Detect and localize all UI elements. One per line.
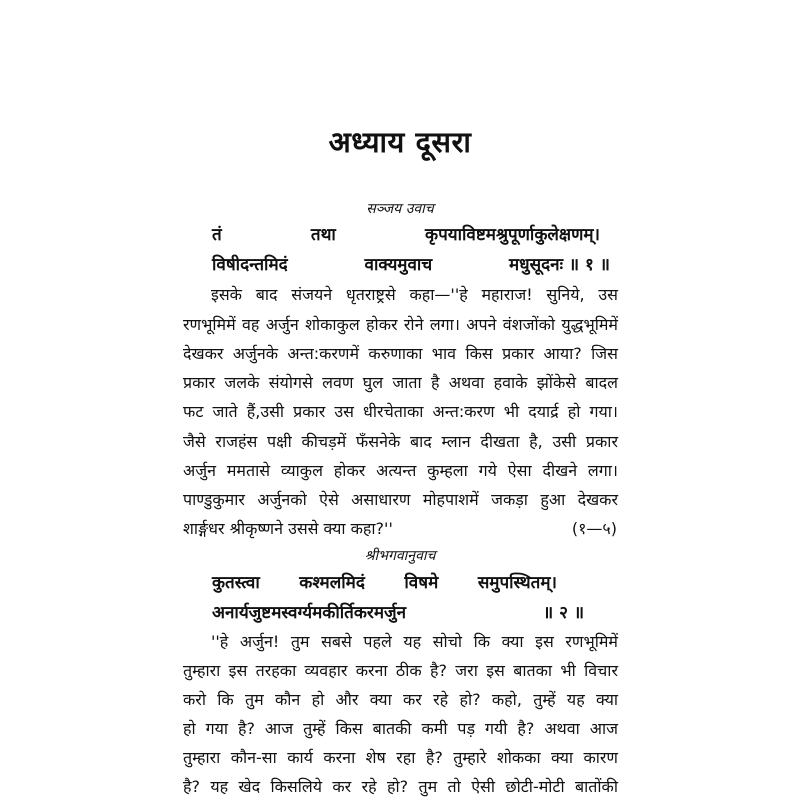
chapter-title: अध्याय दूसरा xyxy=(328,125,472,159)
prose-line: फट जाते हैं,उसी प्रकार उस धीरचेताका अन्त:करण भी दयार्द्र हो गया। xyxy=(183,402,618,421)
verse-word: विषमे xyxy=(404,573,439,593)
verse-reference: (१—५) xyxy=(571,519,617,538)
verse-1-line-2 xyxy=(212,252,610,275)
prose-line: है? यह खेद किसलिये कर रहे हो? तुम तो ऐसी छोटी-मोटी बातोंकी xyxy=(183,777,618,796)
verse-word: विषीदन्तमिदं xyxy=(212,255,288,275)
verse-number: ॥ २ ॥ xyxy=(543,603,585,623)
prose-line: जैसे राजहंस पक्षी कीचड़में फँसनेके बाद म्लान दीखता है, उसी प्रकार xyxy=(183,432,618,451)
prose-line: हो गया है? आज तुम्हें किस बातकी कमी पड़ गयी है? अथवा आज xyxy=(183,719,618,738)
prose-line: ''हे अर्जुन! तुम सबसे पहले यह सोचो कि क्या इस रणभूमिमें xyxy=(211,632,618,651)
verse-word: समुपस्थितम्। xyxy=(477,573,557,593)
verse-2-line-1 xyxy=(212,570,557,593)
verse-word: तं xyxy=(212,225,222,245)
prose-line: इसके बाद संजयने धृतराष्ट्रसे कहा—''हे महाराज! सुनिये, उस xyxy=(211,285,618,304)
verse-1-line-1 xyxy=(212,222,600,245)
verse-word: कश्मलमिदं xyxy=(299,573,365,593)
verse-word: वाक्यमुवाच xyxy=(364,255,433,275)
prose-line: रणभूमिमें वह अर्जुन शोकाकुल होकर रोने लगा। अपने वंशजोंको युद्धभूमिमें xyxy=(183,315,618,334)
verse-word: कृपयाविष्टमश्रुपूर्णाकुलेक्षणम्। xyxy=(425,225,600,245)
prose-line: प्रकार जलके संयोगसे लवण घुल जाता है अथवा हवाके झोंकेसे बादल xyxy=(183,373,618,392)
prose-line: देखकर अर्जुनके अन्त:करणमें करुणाका भाव किस प्रकार आया? जिस xyxy=(183,344,618,363)
speaker-label-bhagavan: श्रीभगवानुवाच xyxy=(364,548,436,564)
prose-line: तुम्हारा कौन-सा कार्य करना शेष रहा है? तुम्हारे शोकका क्या कारण xyxy=(183,748,618,767)
verse-word: तथा xyxy=(310,225,336,245)
speaker-label-sanjaya: सञ्जय उवाच xyxy=(366,201,434,217)
prose-line: करो कि तुम कौन हो और क्या कर रहे हो? कहो, तुम्हें यह क्या xyxy=(183,690,618,709)
prose-line: तुम्हारा इस तरहका व्यवहार करना ठीक है? जरा इस बातका भी विचार xyxy=(183,661,618,680)
verse-word: कुतस्त्वा xyxy=(212,573,260,593)
verse-word: मधुसूदनः ॥ १ ॥ xyxy=(509,255,610,275)
prose-line: पाण्डुकुमार अर्जुनको ऐसे असाधारण मोहपाशमें जकड़ा हुआ देखकर xyxy=(183,490,618,509)
prose-line: शार्ङ्गधर श्रीकृष्णने उससे क्या कहा?'' xyxy=(183,519,393,538)
verse-2-line-2: अनार्यजुष्टमस्वर्ग्यमकीर्तिकरमर्जुन xyxy=(212,603,407,623)
prose-line: अर्जुन ममतासे व्याकुल होकर अत्यन्त कुम्हला गये ऐसा दीखने लगा। xyxy=(183,461,618,480)
